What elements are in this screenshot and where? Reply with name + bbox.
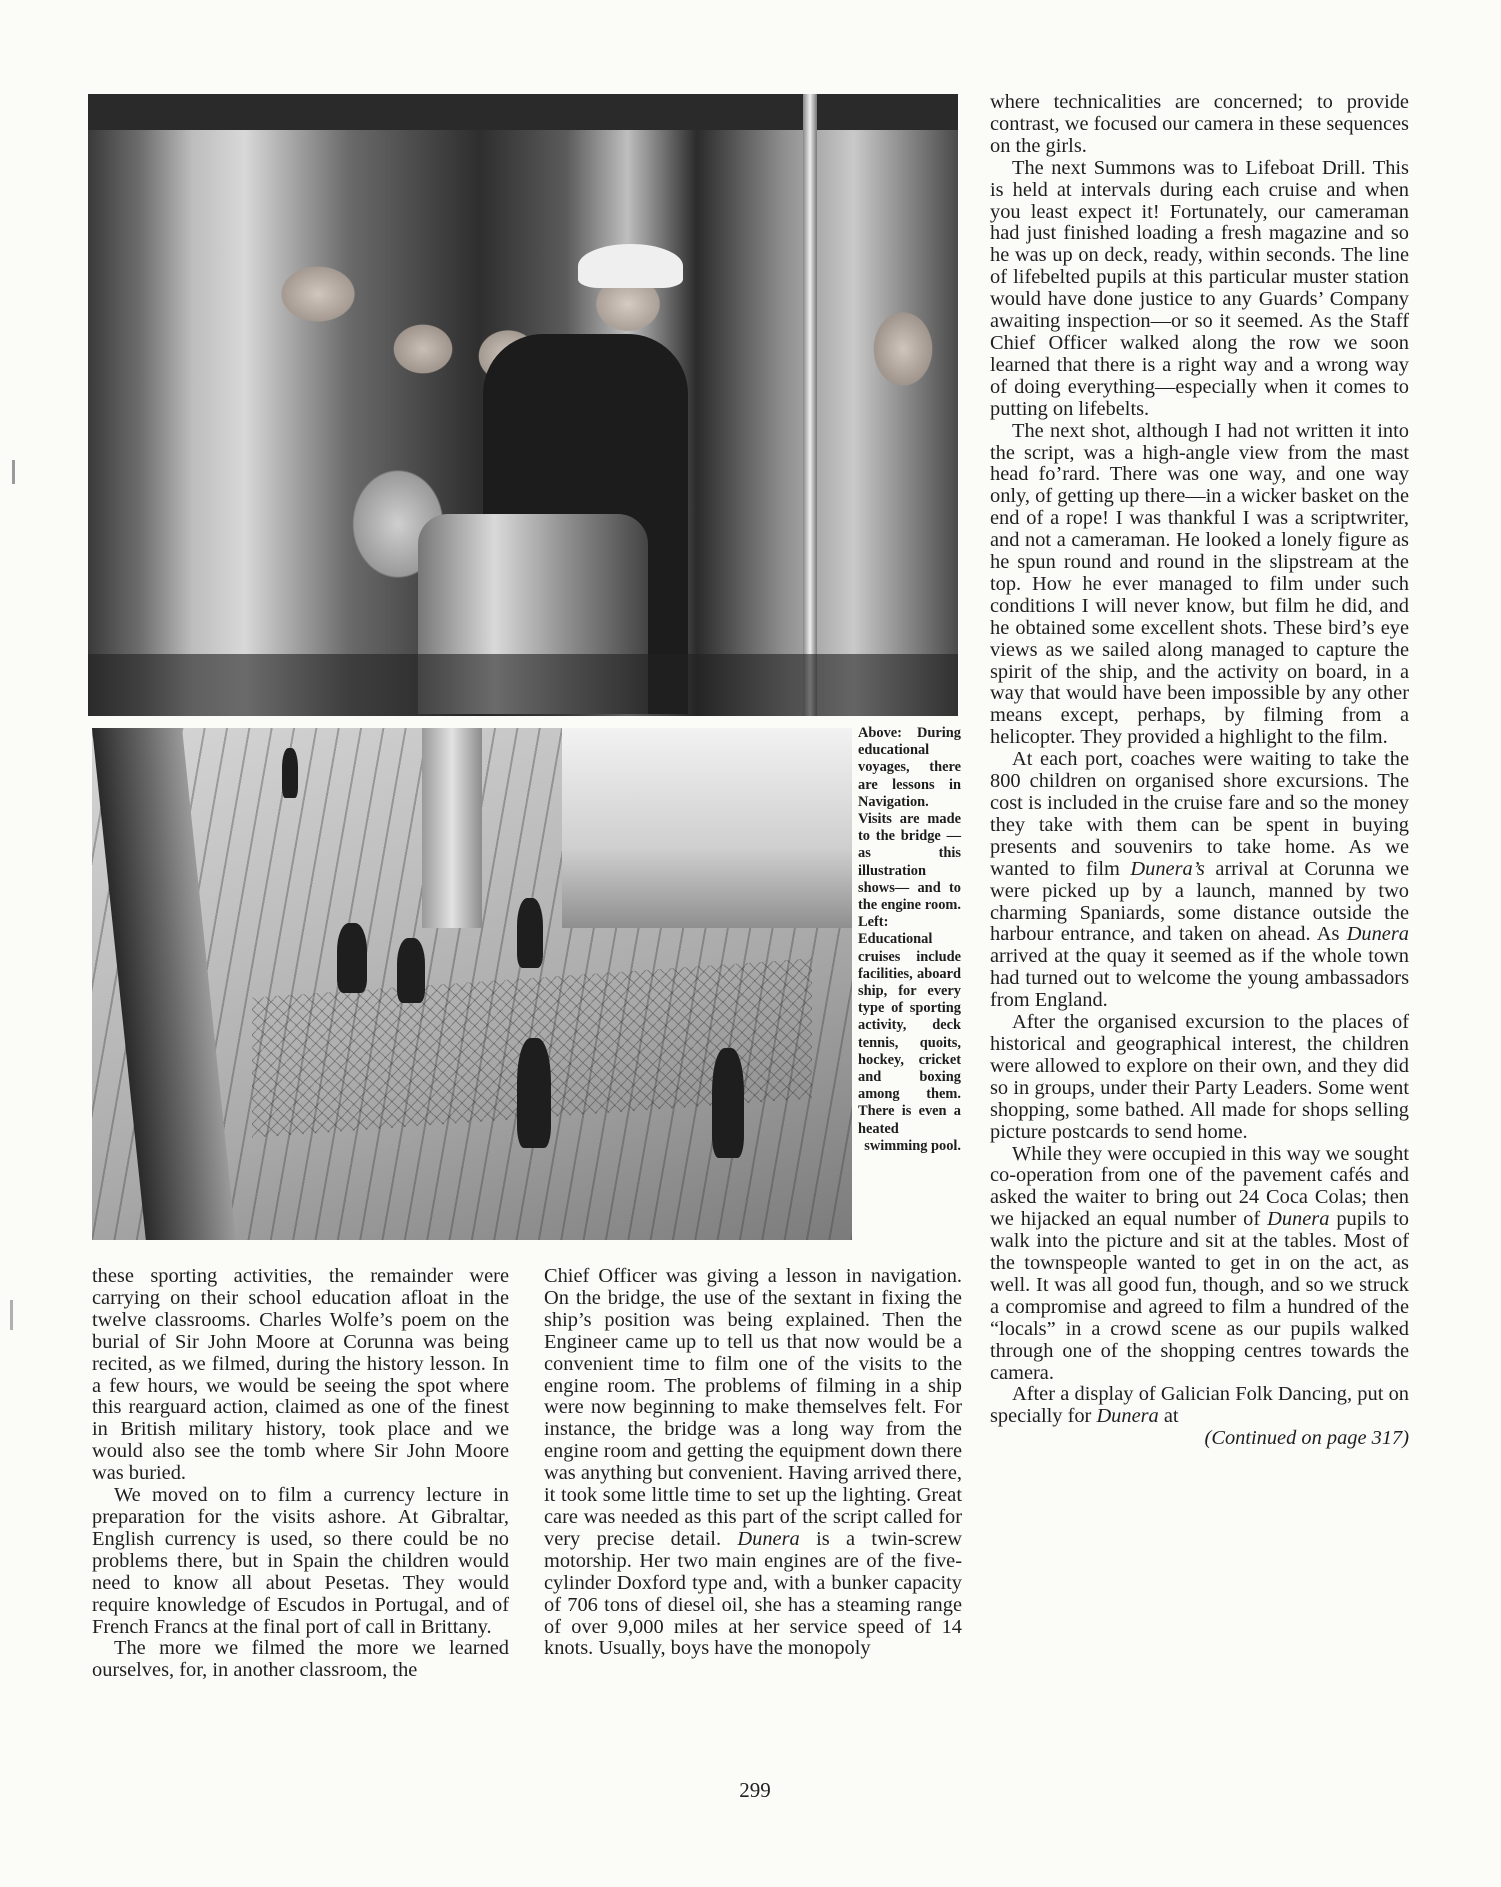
ship-rail bbox=[92, 728, 236, 1240]
officer-cap bbox=[578, 244, 683, 288]
text-column-right bbox=[990, 92, 1409, 1450]
ship-name: Dunera bbox=[737, 1527, 800, 1550]
player-figure bbox=[282, 748, 298, 798]
continued-note: (Continued on page 317) bbox=[1204, 1427, 1409, 1450]
player-figure bbox=[397, 938, 425, 1003]
paragraph: At each port, coaches were waiting to take the 800 children on organised shore excursions. The cost is included in the cruise fare and so the money they take with them can be spent in buying presents and souvenirs to take home. As we wanted to film Dunera’s arrival at Corunna we were picked up by a launch, manned by two charming Spaniards, some distance outside the harbour entrance, and taken on ahead. As Dunera arrived at the quay it seemed as if the whole town had turned out to welcome the young ambassadors from England. bbox=[990, 748, 1409, 1012]
paragraph: We moved on to film a currency lecture in preparation for the visits ashore. At Gibraltar, English currency is used, so there could be no problems there, but in Spain the children would need to know all about Pesetas. They would require knowledge of Escudos in Portugal, and of French Francs at the final port of call in Brittany. bbox=[92, 1484, 509, 1638]
ship-name: Dunera bbox=[1096, 1405, 1159, 1428]
ship-name: Dunera bbox=[1267, 1208, 1330, 1231]
paragraph: these sporting activities, the remainder were carrying on their school education afloat in the twelve classrooms. Charles Wolfe’s poem on the burial of Sir John Moore at Corunna was being recited, as we filmed, during the history lesson. In a few hours, we would be seeing the spot where this rearguard action, claimed as one of the finest in British military history, took place and we would also see the tomb where Sir John Moore was buried. bbox=[92, 1265, 509, 1485]
bridge-photo bbox=[88, 94, 958, 716]
ship-name: Dunera bbox=[1346, 923, 1409, 946]
paragraph: The next Summons was to Lifeboat Drill. This is held at intervals during each cruise and when you least expect it! Fortunately, our cameraman had just finished loading a fresh magazine and so he was up on deck, ready, within seconds. The line of lifebelted pupils at this particular muster station would have done justice to any Guards’ Company awaiting inspection—or so it seemed. As the Staff Chief Officer walked along the row we soon learned that there is a right way and a wrong way of doing everything—especially when it comes to putting on lifebelts. bbox=[990, 156, 1409, 420]
text-column-left bbox=[92, 1266, 509, 1682]
paragraph: The next shot, although I had not written it into the script, was a high-angle view from the mast head fo’rard. There was one way, and one way only, of getting up there—in a wicker basket on the end of a rope! I was thankful I was a scriptwriter, and not a cameraman. He looked a lonely figure as he spun round and round in the slipstream at the top. How he ever managed to film under such conditions I will never know, but film he did, and he obtained some excellent shots. These bird’s eye views as we sailed along managed to capture the spirit of the ship, and the activity on board, in a way that would have been impossible by any other means except, perhaps, by filming from a helicopter. They provided a highlight to the film. bbox=[990, 419, 1409, 749]
player-figure bbox=[517, 1038, 551, 1148]
paragraph: While they were occupied in this way we sought co-operation from one of the pavement cafés and asked the waiter to bring out 24 Coca Colas; then we hijacked an equal number of Dunera pupils to walk into the picture and sit at the tables. Most of the townspeople wanted to get in on the act, as well. It was all good fun, though, and so we struck a compromise and agreed to film a hundred of the “locals” in a crowd scene as our pupils walked through one of the shopping centres towards the camera. bbox=[990, 1142, 1409, 1384]
text-column-middle bbox=[544, 1266, 962, 1660]
paragraph: where technicalities are concerned; to provide contrast, we focused our camera in these sequences on the girls. bbox=[990, 91, 1409, 157]
page-number: 299 bbox=[739, 1778, 771, 1802]
scan-mark bbox=[10, 1300, 13, 1330]
paragraph: After a display of Galician Folk Dancing, put on specially for Dunera at (Continued on page 317) bbox=[990, 1383, 1409, 1450]
ship-name: Dunera’s bbox=[1130, 857, 1205, 880]
paragraph: Chief Officer was giving a lesson in navigation. On the bridge, the use of the sextant in fixing the ship’s position was being explained. Then the Engineer came up to tell us that now would be a convenient time to film one of the visits to the engine room. The problems of filming in a ship were now beginning to make themselves felt. For instance, the bridge was a long way from the engine room and getting the equipment down there was anything but convenient. Having arrived there, it took some little time to set up the lighting. Great care was needed as this part of the script called for very precise detail. Dunera is a twin-screw motorship. Her two main engines are of the five-cylinder Doxford type and, with a bunker capacity of 706 tons of diesel oil, she has a steaming range of over 9,000 miles at her service speed of 14 knots. Usually, boys have the monopoly bbox=[544, 1265, 962, 1660]
paragraph: The more we filmed the more we learned ourselves, for, in another classroom, the bbox=[92, 1637, 509, 1682]
photo-caption: Above: During educational voyages, there are lessons in Navigation. Visits are made to the bridge — as this illustration shows— and to the engine room. Left: Educational cruises include facilities, aboard ship, for every type of sporting activity, deck tennis, quoits, hockey, cricket and boxing among them. There is even a heated swimming pool. bbox=[858, 725, 961, 1154]
player-figure bbox=[712, 1048, 744, 1158]
player-figure bbox=[517, 898, 543, 968]
player-figure bbox=[337, 923, 367, 993]
paragraph: After the organised excursion to the places of historical and geographical interest, the children were allowed to explore on their own, and they did so in groups, under their Party Leaders. Some went shopping, some bathed. All made for shops selling picture postcards to send home. bbox=[990, 1011, 1409, 1143]
scan-mark bbox=[12, 460, 15, 484]
deck-sports-photo bbox=[92, 728, 852, 1240]
